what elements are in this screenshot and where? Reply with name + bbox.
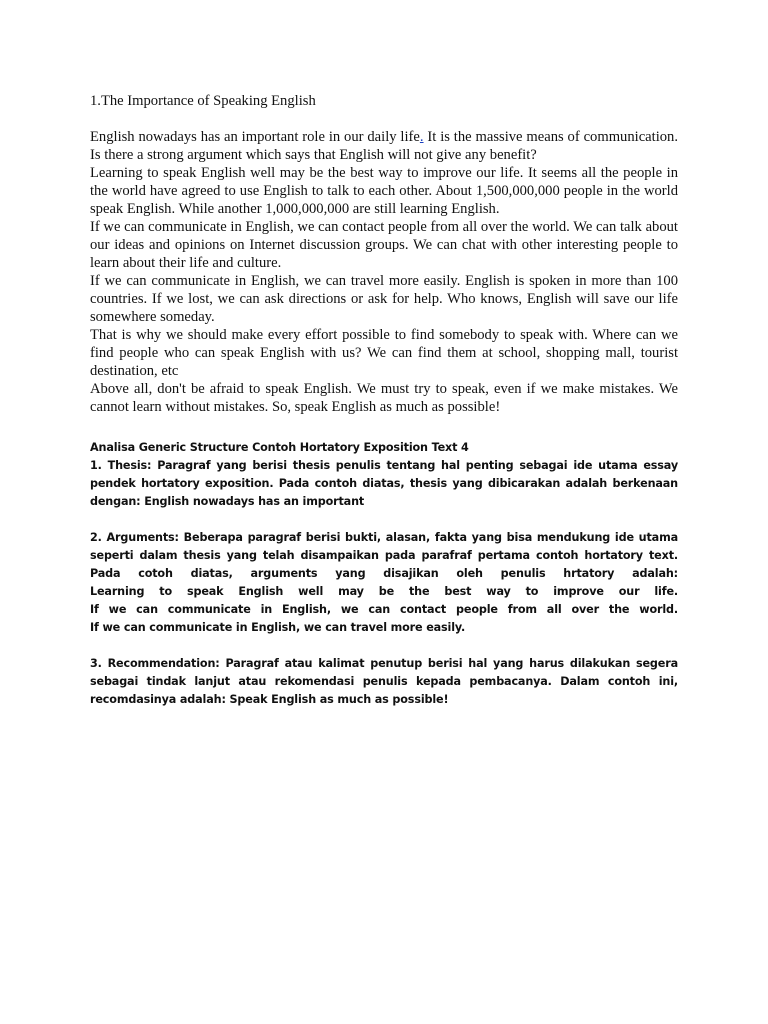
analysis-heading: Analisa Generic Structure Contoh Hortatory Exposition Text 4 xyxy=(90,441,469,454)
essay-paragraph-1-text-continued: It is the massive means of communication. Is there a strong argument which says that English will not give any benefit? xyxy=(90,129,679,163)
arguments-line-1: Learning to speak English well may be the best way to improve our life. xyxy=(90,585,678,598)
essay-paragraph-3: If we can communicate in English, we can contact people from all over the world. We can talk about our ideas and opinions on Internet discussion groups. We can chat with other interesting people to learn about their life and culture. xyxy=(90,219,678,271)
essay-paragraph-1-text: English nowadays has an important role in our daily life xyxy=(90,129,420,145)
essay-section xyxy=(90,92,678,416)
essay-paragraph-4: If we can communicate in English, we can travel more easily. English is spoken in more than 100 countries. If we lost, we can ask directions or ask for help. Who knows, English will save our life somewhere someday. xyxy=(90,273,678,325)
essay-paragraph-6: Above all, don't be afraid to speak English. We must try to speak, even if we make mistakes. We cannot learn without mistakes. So, speak English as much as possible! xyxy=(90,381,678,415)
arguments-intro: 2. Arguments: Beberapa paragraf berisi bukti, alasan, fakta yang bisa mendukung ide utama seperti dalam thesis yang telah disampaikan pada parafraf pertama contoh hortatory text. Pada cotoh diatas, arguments yang disajikan oleh penulis hrtatory adalah: xyxy=(90,531,678,580)
essay-paragraph-5: That is why we should make every effort possible to find somebody to speak with. Where can we find people who can speak English with us? We can find them at school, shopping mall, tourist destination, etc xyxy=(90,327,678,379)
analysis-section xyxy=(90,439,678,709)
document-page xyxy=(90,92,678,727)
arguments-paragraph xyxy=(90,529,678,637)
recommendation-paragraph: 3. Recommendation: Paragraf atau kalimat penutup berisi hal yang harus dilakukan segera sebagai tindak lanjut atau rekomendasi penulis kepada pembacanya. Dalam contoh ini, recomdasinya adalah: Speak English as much as possible! xyxy=(90,657,678,706)
hyperlink-dot[interactable]: . xyxy=(419,129,424,145)
arguments-line-3: If we can communicate in English, we can travel more easily. xyxy=(90,621,466,634)
essay-paragraph-2: Learning to speak English well may be the best way to improve our life. It seems all the people in the world have agreed to use English to talk to each other. About 1,500,000,000 people in the world speak English. While another 1,000,000,000 are still learning English. xyxy=(90,165,678,217)
essay-paragraph-1 xyxy=(90,128,678,164)
arguments-line-2: If we can communicate in English, we can contact people from all over the world. xyxy=(90,603,678,616)
thesis-paragraph: 1. Thesis: Paragraf yang berisi thesis penulis tentang hal penting sebagai ide utama essay pendek hortatory exposition. Pada contoh diatas, thesis yang dibicarakan adalah berkenaan dengan: English nowadays has an important xyxy=(90,459,678,508)
essay-title: 1.The Importance of Speaking English xyxy=(90,93,316,109)
